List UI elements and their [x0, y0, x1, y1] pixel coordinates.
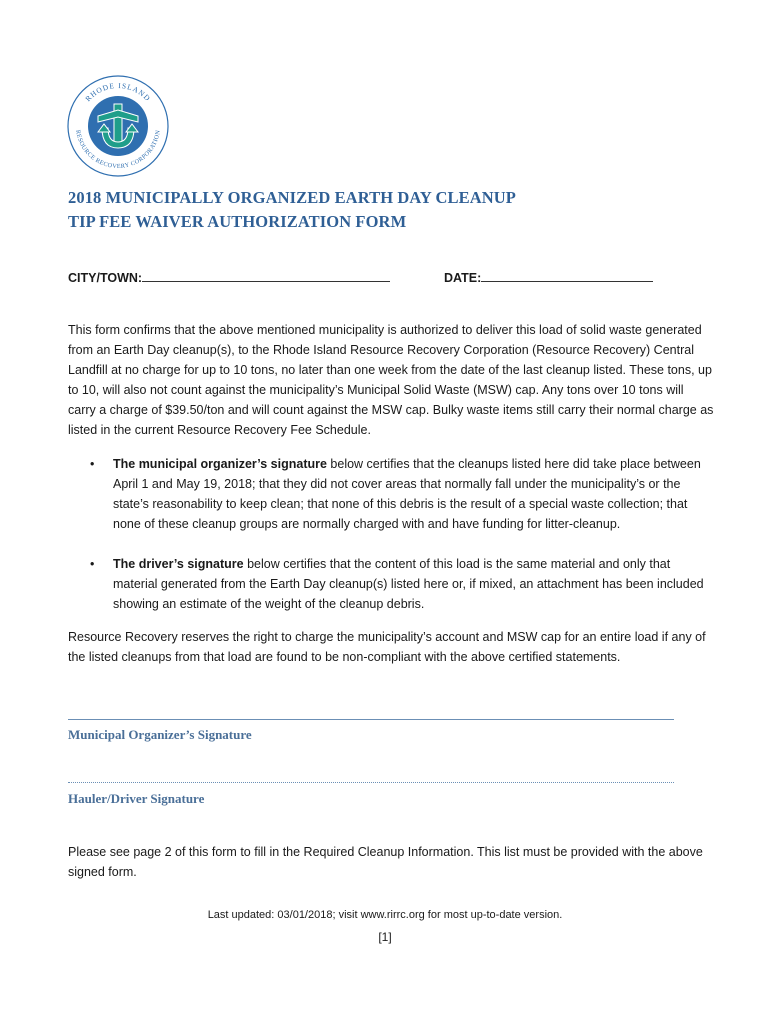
title-line-2: TIP FEE WAIVER AUTHORIZATION FORM	[68, 212, 407, 231]
bullet-driver	[68, 554, 714, 614]
bullet-icon: •	[90, 457, 95, 471]
rirrc-logo-graphic	[64, 72, 172, 180]
city-town-label: CITY/TOWN:	[68, 271, 143, 285]
city-town-input-line[interactable]	[142, 268, 390, 282]
date-field	[444, 268, 653, 285]
footer-updated: Last updated: 03/01/2018; visit www.rirrc.org for most up-to-date version.	[207, 909, 563, 921]
date-label: DATE:	[444, 271, 482, 285]
bullet-organizer	[68, 454, 714, 534]
city-town-field	[68, 268, 390, 285]
bullet-icon: •	[90, 557, 95, 571]
certification-list-organizer	[68, 454, 714, 534]
bullet-driver-bold: The driver’s signature	[113, 557, 244, 571]
logo-ring-top-text: RHODE ISLAND	[83, 80, 153, 104]
intro-paragraph: This form confirms that the above mentioned municipality is authorized to deliver this load of solid waste generated from an Earth Day cleanup(s), to the Rhode Island Resource Recovery Corporation (Resource Recovery) Central Landfill at no charge for up to 10 tons, no later than one week from the date of the last cleanup listed. These tons, up to 10, will also not count against the municipality’s Municipal Solid Waste (MSW) cap. Any tons over 10 tons will carry a charge of $39.50/ton and will count against the MSW cap. Bulky waste items still carry their normal charge as listed in the current Resource Recovery Fee Schedule.	[68, 323, 714, 437]
reserve-paragraph: Resource Recovery reserves the right to charge the municipality’s account and MSW cap for an entire load if any of the listed cleanups from that load are found to be non-compliant with the above certified statements.	[68, 630, 706, 664]
date-input-line[interactable]	[481, 268, 653, 282]
bullet-organizer-text: below certifies that the cleanups listed here did take place between April 1 and May 19, 2018; that they did not cover areas that normally fall under the municipality’s or the state’s reasonability to keep clean; that none of this debris is the result of a special waste collection; that none of these cleanup groups are normally charged with and have funding for litter-cleanup.	[113, 457, 701, 531]
form-title	[68, 186, 516, 234]
driver-signature-line[interactable]	[68, 782, 674, 783]
closing-paragraph: Please see page 2 of this form to fill in the Required Cleanup Information. This list must be provided with the above signed form.	[68, 845, 703, 879]
page-number: [1]	[378, 930, 392, 944]
certification-list-driver	[68, 554, 714, 614]
bullet-organizer-bold: The municipal organizer’s signature	[113, 457, 327, 471]
bullet-driver-text: below certifies that the content of this load is the same material and only that material generated from the Earth Day cleanup(s) listed here or, if mixed, an attachment has been included showing an estimate of the weight of the cleanup debris.	[113, 557, 704, 611]
logo-ring-bottom-text: RESOURCE RECOVERY CORPORATION	[74, 129, 162, 171]
driver-signature-label: Hauler/Driver Signature	[68, 791, 205, 806]
organizer-signature-line[interactable]	[68, 719, 674, 720]
rirrc-logo	[64, 72, 172, 180]
title-line-1: 2018 MUNICIPALLY ORGANIZED EARTH DAY CLEANUP	[68, 188, 516, 207]
organizer-signature-label: Municipal Organizer’s Signature	[68, 727, 252, 742]
